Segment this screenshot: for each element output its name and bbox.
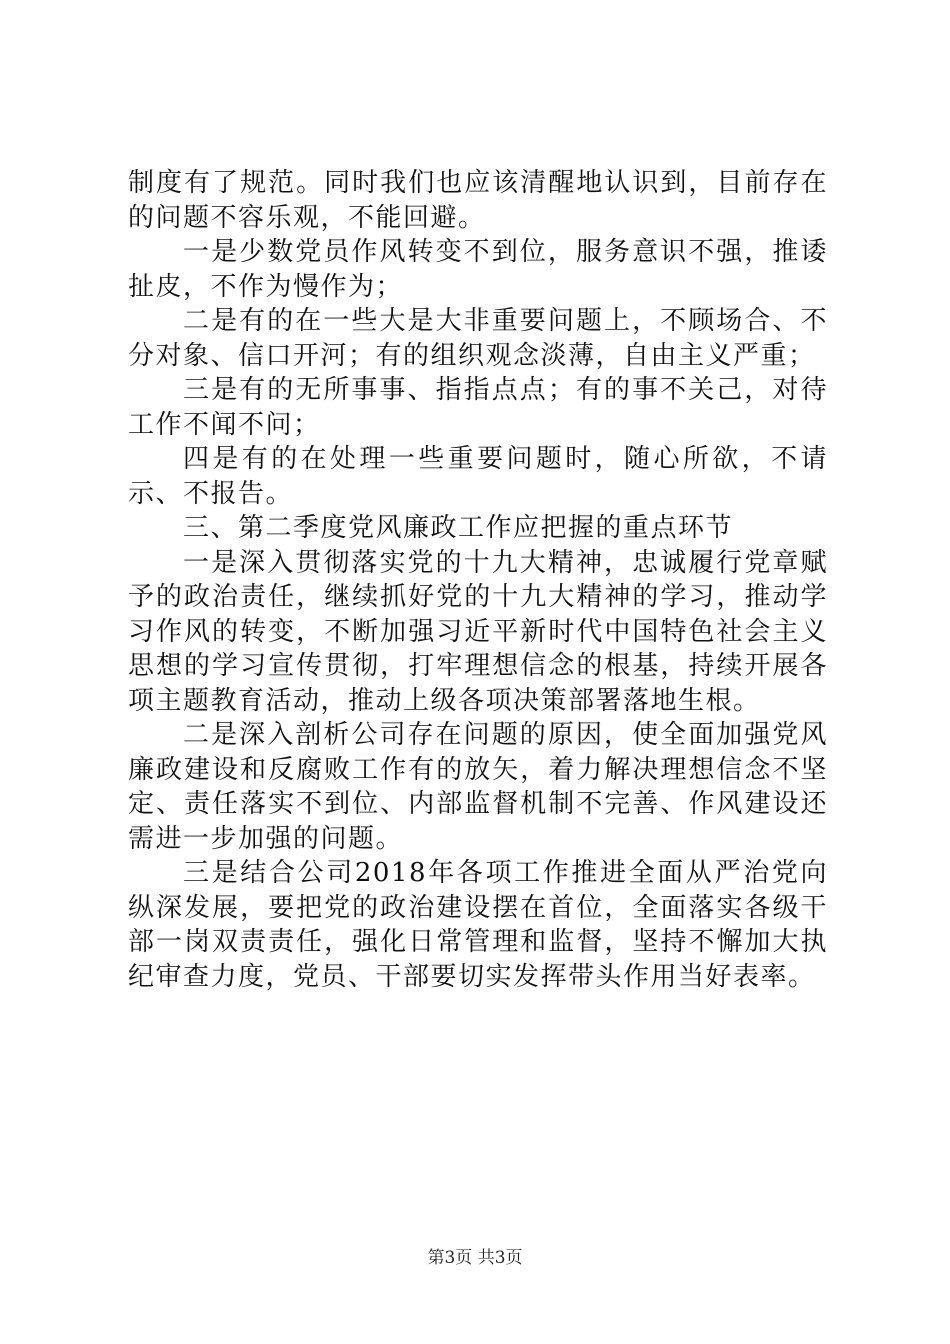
paragraph-8: 二是深入剖析公司存在问题的原因，使全面加强党风廉政建设和反腐败工作有的放矢，着力解决理想信念不坚定、责任落实不到位、内部监督机制不完善、作风建设还需进一步加强的问题。 <box>128 720 828 854</box>
paragraph-2: 一是少数党员作风转变不到位，服务意识不强，推诿扯皮，不作为慢作为； <box>128 237 828 302</box>
paragraph-1: 制度有了规范。同时我们也应该清醒地认识到，目前存在的问题不容乐观，不能回避。 <box>128 168 828 233</box>
paragraph-4: 三是有的无所事事、指指点点；有的事不关己，对待工作不闻不问； <box>128 375 828 440</box>
section-heading: 三、第二季度党风廉政工作应把握的重点环节 <box>183 513 734 543</box>
paragraph-5: 四是有的在处理一些重要问题时，随心所欲，不请示、不报告。 <box>128 444 828 509</box>
document-body <box>128 166 828 994</box>
paragraph-7: 一是深入贯彻落实党的十九大精神，忠诚履行党章赋予的政治责任，继续抓好党的十九大精神的学习，推动学习作风的转变，不断加强习近平新时代中国特色社会主义思想的学习宣传贯彻，打牢理想信念的根基，持续开展各项主题教育活动，推动上级各项决策部署落地生根。 <box>128 547 828 716</box>
paragraph-3: 二是有的在一些大是大非重要问题上，不顾场合、不分对象、信口开河；有的组织观念淡薄，自由主义严重； <box>128 306 828 371</box>
page-footer: 第3页 共3页 <box>427 1248 523 1268</box>
paragraph-9: 三是结合公司2018年各项工作推进全面从严治党向纵深发展，要把党的政治建设摆在首位，全面落实各级干部一岗双责责任，强化日常管理和监督，坚持不懈加大执纪审查力度，党员、干部要切实发挥带头作用当好表率。 <box>128 858 828 992</box>
